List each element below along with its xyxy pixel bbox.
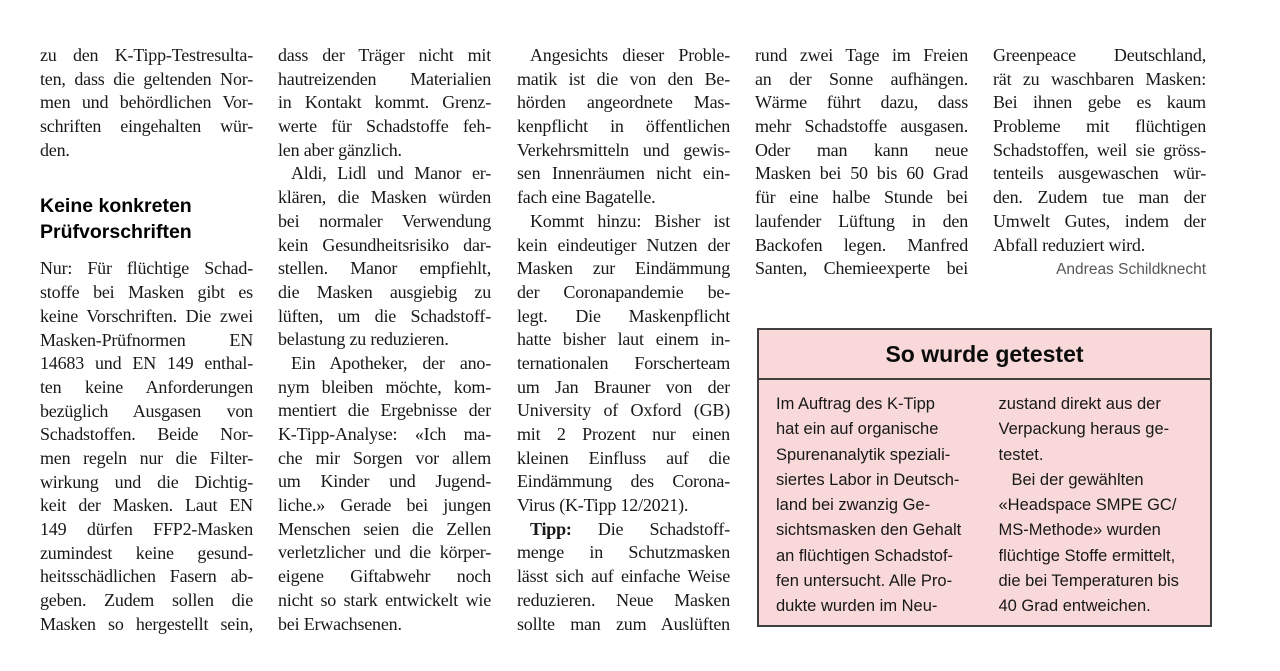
text-line	[755, 257, 968, 281]
text-line	[755, 210, 968, 234]
text: che mir Sorgen vor allem	[278, 447, 491, 468]
text-line	[517, 91, 730, 115]
text-line	[517, 68, 730, 92]
text-line	[40, 329, 253, 353]
text-line	[278, 589, 491, 613]
text-line	[755, 91, 968, 115]
text: MS-Methode» wurden	[998, 521, 1161, 540]
text: stoffe bei Masken gibt es	[40, 282, 253, 303]
text-column	[40, 44, 253, 636]
text-column	[993, 44, 1206, 280]
paragraph	[40, 257, 253, 636]
text-line	[517, 139, 730, 163]
text: Spurenanalytik speziali-	[776, 445, 951, 464]
text-line	[755, 115, 968, 139]
text-line	[755, 162, 968, 186]
text: University of Oxford (GB)	[517, 400, 730, 421]
text-line	[993, 115, 1206, 139]
section-heading	[40, 193, 253, 245]
text-line	[776, 417, 972, 442]
text-line	[993, 91, 1206, 115]
text: stellen. Manor empfiehlt,	[278, 258, 491, 279]
text-line	[40, 139, 253, 163]
text-line	[993, 162, 1206, 186]
text: hat ein auf organische	[776, 420, 939, 439]
text: Eindämmung des Corona-	[517, 471, 730, 492]
text-line	[993, 260, 1206, 280]
text-line	[993, 186, 1206, 210]
text: tenteils ausgewaschen wür-	[993, 163, 1206, 184]
text: kein Gesundheitsrisiko dar-	[278, 234, 491, 255]
text-line	[40, 257, 253, 281]
text-line	[40, 68, 253, 92]
text-line	[517, 423, 730, 447]
text: lüften, um die Schadstoff-	[278, 305, 491, 326]
text: geben. Zudem sollen die	[40, 590, 253, 611]
text-line	[755, 186, 968, 210]
text-line	[517, 281, 730, 305]
text: bei Erwachsenen.	[278, 613, 402, 634]
text: wirkung und die Dichtig-	[40, 471, 253, 492]
text: Verpackung heraus ge-	[998, 420, 1170, 439]
text-line	[278, 44, 491, 68]
paragraph	[278, 44, 491, 162]
author-byline	[993, 260, 1206, 280]
text: 40 Grad entweichen.	[998, 597, 1151, 616]
text: Schadstoffen. Beide Nor-	[40, 424, 253, 445]
text: nicht so stark entwickelt wie	[278, 589, 491, 610]
infobox-so-wurde-getestet	[757, 328, 1212, 627]
text-line	[278, 376, 491, 400]
text-line	[517, 399, 730, 423]
text-line	[517, 305, 730, 329]
paragraph	[999, 392, 1195, 468]
text: mehr Schadstoffe ausgasen.	[755, 116, 968, 137]
text: 149 dürfen FFP2-Masken	[40, 519, 253, 539]
text: zumindest keine gesund-	[40, 542, 253, 563]
paragraph	[278, 352, 491, 636]
text: Verkehrsmitteln und gewis-	[517, 139, 730, 160]
text-line	[278, 423, 491, 447]
text-column	[776, 392, 972, 620]
text-line	[278, 139, 491, 163]
text-line	[517, 565, 730, 589]
infobox-title: So wurde getestet	[759, 330, 1210, 380]
text: sen Innenräumen nicht ein-	[517, 163, 730, 184]
text: Prüfvorschriften	[40, 221, 192, 244]
text-line	[40, 589, 253, 613]
text-line	[278, 494, 491, 518]
text: laufender Lüftung in den	[755, 210, 968, 231]
bold-text: Tipp:	[530, 518, 572, 539]
text: in Kontakt kommt. Grenz-	[278, 92, 491, 113]
text-line	[755, 234, 968, 258]
text-line	[993, 44, 1206, 68]
text-line	[40, 447, 253, 471]
text-column	[278, 44, 491, 636]
paragraph	[776, 392, 972, 620]
text: sichtsmasken den Gehalt	[776, 521, 962, 540]
text-line	[278, 305, 491, 329]
text: bei normaler Verwendung	[278, 210, 491, 231]
text: hautreizenden Materialien	[278, 68, 491, 89]
text-line	[40, 91, 253, 115]
text-line	[993, 234, 1206, 258]
text-line	[517, 613, 730, 637]
text-line	[517, 115, 730, 139]
text: flüchtige Stoffe ermittelt,	[998, 546, 1176, 565]
text-line	[40, 376, 253, 400]
paragraph	[40, 44, 253, 162]
text-line	[517, 376, 730, 400]
text-line	[278, 257, 491, 281]
text: land bei zwanzig Ge-	[776, 496, 931, 515]
text: Masken so hergestellt sein,	[40, 613, 253, 634]
text-line	[755, 44, 968, 68]
paragraph	[999, 468, 1195, 620]
text: Santen, Chemieexperte bei	[755, 258, 968, 279]
text-line	[278, 399, 491, 423]
text: die bei Temperaturen bis	[998, 572, 1179, 591]
text-line	[517, 234, 730, 258]
text-line	[993, 68, 1206, 92]
text-line	[278, 281, 491, 305]
text: um Kinder und Jugend-	[278, 471, 491, 492]
paragraph	[517, 518, 730, 636]
text: ten keine Anforderungen	[40, 376, 253, 397]
text-column	[755, 44, 968, 281]
text: zu den K-Tipp-Testresulta-	[40, 45, 253, 65]
text: Abfall reduziert wird.	[993, 234, 1146, 255]
text: mit 2 Prozent nur einen	[517, 424, 730, 444]
text-line	[40, 219, 253, 245]
text-line	[776, 392, 972, 417]
text-line	[278, 328, 491, 352]
text-line	[517, 518, 730, 542]
text: belastung zu reduzieren.	[278, 329, 449, 350]
text: nym bleiben möchte, kom-	[278, 376, 491, 397]
text-line	[999, 468, 1195, 493]
text-line	[999, 417, 1195, 442]
text: men und behördlichen Vor-	[40, 92, 253, 113]
text-column	[999, 392, 1195, 620]
text: siertes Labor in Deutsch-	[776, 470, 960, 489]
paragraph	[517, 210, 730, 518]
text-line	[999, 544, 1195, 569]
text-line	[776, 544, 972, 569]
text: schriften eingehalten wür-	[40, 116, 253, 137]
text-line	[993, 139, 1206, 163]
text-line	[40, 352, 253, 376]
text: an flüchtigen Schadstof-	[776, 546, 954, 565]
text-line	[999, 443, 1195, 468]
text: Schadstoffen, weil sie gröss-	[993, 139, 1206, 160]
text-line	[999, 569, 1195, 594]
text: Andreas Schildknecht	[1056, 261, 1206, 279]
text-line	[517, 352, 730, 376]
text-line	[278, 470, 491, 494]
text-line	[755, 68, 968, 92]
text-line	[278, 447, 491, 471]
text: für eine halbe Stunde bei	[755, 187, 968, 208]
paragraph	[993, 44, 1206, 257]
text-line	[40, 613, 253, 637]
text-line	[517, 589, 730, 613]
text-line	[40, 305, 253, 329]
text-line	[517, 494, 730, 518]
text-line	[993, 210, 1206, 234]
text: kein eindeutiger Nutzen der	[517, 234, 730, 255]
text-line	[999, 518, 1195, 543]
text-line	[278, 162, 491, 186]
text: verletzlicher und die körper-	[278, 542, 491, 563]
text-line	[517, 186, 730, 210]
text: legt. Die Maskenpflicht	[517, 305, 730, 326]
text-line	[40, 423, 253, 447]
text: testet.	[998, 445, 1044, 464]
text: Backofen legen. Manfred	[755, 234, 968, 255]
text: Bei ihnen gebe es kaum	[993, 92, 1206, 113]
text-line	[40, 281, 253, 305]
text-line	[40, 193, 253, 219]
text: «Headspace SMPE GC/	[998, 496, 1177, 515]
text-line	[517, 44, 730, 68]
text-line	[278, 234, 491, 258]
text-line	[999, 594, 1195, 619]
text: Probleme mit flüchtigen	[993, 116, 1206, 137]
text-line	[278, 186, 491, 210]
text-line	[517, 447, 730, 471]
text: hörden angeordnete Mas-	[517, 92, 730, 113]
text: menge in Schutzmasken	[517, 542, 730, 563]
text-line	[40, 115, 253, 139]
text-line	[278, 613, 491, 637]
text: len aber gänzlich.	[278, 139, 402, 160]
text-line	[999, 392, 1195, 417]
text: Keine konkreten	[40, 195, 192, 218]
text: ternationalen Forscherteam	[517, 352, 730, 373]
text-line	[517, 162, 730, 186]
text: eigene Giftabwehr noch	[278, 566, 491, 587]
text: men regeln nur die Filter-	[40, 447, 253, 468]
text: rund zwei Tage im Freien	[755, 45, 968, 65]
text: der Coronapandemie be-	[517, 281, 730, 302]
text-line	[278, 541, 491, 565]
text: reduzieren. Neue Masken	[517, 589, 730, 610]
text-line	[278, 115, 491, 139]
text: den.	[40, 139, 70, 160]
text-line	[40, 494, 253, 518]
text-line	[517, 470, 730, 494]
text: 14683 und EN 149 enthal-	[40, 353, 253, 374]
text: hatte bisher laut einem in-	[517, 329, 730, 350]
text-line	[517, 210, 730, 234]
text-line	[517, 328, 730, 352]
text: sollte man zum Auslüften	[517, 613, 730, 634]
text: lässt sich auf einfache Weise	[517, 566, 730, 587]
text-column	[517, 44, 730, 636]
text: Oder man kann neue	[755, 139, 968, 160]
text: um Jan Brauner von der	[517, 376, 730, 397]
text: fach eine Bagatelle.	[517, 187, 656, 208]
text: Nur: Für flüchtige Schad-	[40, 258, 253, 279]
text: Ein Apotheker, der ano-	[291, 352, 491, 373]
text: Angesichts dieser Proble-	[530, 45, 730, 65]
text: Die Schadstoff-	[571, 518, 730, 539]
text: Im Auftrag des K-Tipp	[776, 395, 935, 413]
text: fen untersucht. Alle Pro-	[776, 572, 953, 591]
text: keine Vorschriften. Die zwei	[40, 305, 253, 326]
text: Masken zur Eindämmung	[517, 258, 730, 279]
text: zustand direkt aus der	[998, 395, 1161, 413]
infobox-columns	[759, 380, 1210, 620]
text: heitsschädlichen Fasern ab-	[40, 566, 253, 587]
text: rät zu waschbaren Masken:	[993, 68, 1206, 89]
text: Greenpeace Deutschland,	[993, 45, 1206, 65]
text: an der Sonne aufhängen.	[755, 68, 968, 89]
text-line	[40, 542, 253, 566]
text-line	[278, 68, 491, 92]
text: Bei der gewählten	[1011, 470, 1144, 489]
text-line	[776, 594, 972, 619]
text-line	[776, 518, 972, 543]
text: Aldi, Lidl und Manor er-	[291, 163, 491, 184]
text: Masken-Prüfnormen EN	[40, 329, 253, 350]
text: klären, die Masken würden	[278, 187, 491, 208]
text: kenpflicht in öffentlichen	[517, 116, 730, 137]
text: keit der Masken. Laut EN	[40, 495, 253, 516]
text: mentiert die Ergebnisse der	[278, 400, 491, 421]
text: matik ist die von den Be-	[517, 68, 730, 89]
text: die Masken ausgiebig zu	[278, 281, 491, 302]
text-line	[999, 493, 1195, 518]
text: liche.» Gerade bei jungen	[278, 495, 491, 516]
text-line	[40, 400, 253, 424]
text: K-Tipp-Analyse: «Ich ma-	[278, 424, 491, 444]
text: den. Zudem tue man der	[993, 187, 1206, 208]
text: kleinen Einfluss auf die	[517, 447, 730, 468]
text-line	[278, 565, 491, 589]
text-line	[776, 493, 972, 518]
text: werte für Schadstoffe feh-	[278, 116, 491, 137]
text: dass der Träger nicht mit	[278, 45, 491, 65]
text-line	[278, 518, 491, 542]
text: Umwelt Gutes, indem der	[993, 210, 1206, 231]
text-line	[40, 471, 253, 495]
text-line	[776, 569, 972, 594]
paragraph	[517, 44, 730, 210]
text: Wärme führt dazu, dass	[755, 92, 968, 113]
paragraph	[755, 44, 968, 281]
text-line	[776, 443, 972, 468]
text: dukte wurden im Neu-	[776, 597, 938, 616]
text-line	[517, 257, 730, 281]
text-line	[278, 91, 491, 115]
text-line	[40, 518, 253, 542]
text: Masken bei 50 bis 60 Grad	[755, 163, 968, 184]
text-line	[755, 139, 968, 163]
text-line	[40, 44, 253, 68]
text-line	[278, 210, 491, 234]
paragraph	[278, 162, 491, 352]
text: Menschen seien die Zellen	[278, 518, 491, 539]
text-line	[517, 541, 730, 565]
text: bezüglich Ausgasen von	[40, 400, 253, 421]
text-line	[776, 468, 972, 493]
text: Kommt hinzu: Bisher ist	[530, 210, 730, 231]
text-line	[278, 352, 491, 376]
text-line	[40, 565, 253, 589]
text: Virus (K-Tipp 12/2021).	[517, 495, 689, 516]
text: ten, dass die geltenden Nor-	[40, 68, 253, 89]
